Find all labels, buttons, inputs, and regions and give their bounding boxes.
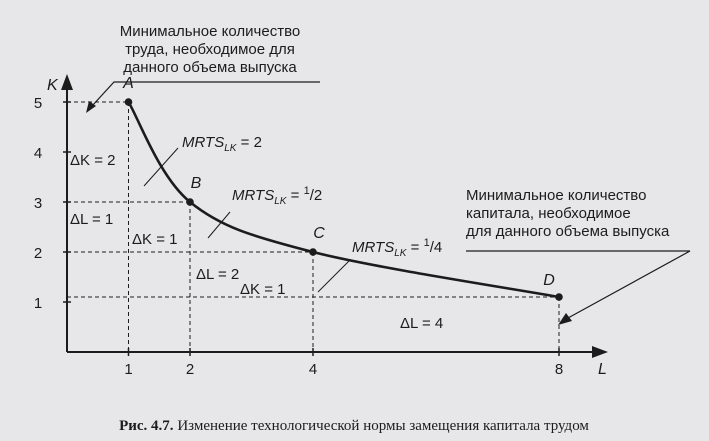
y-tick-label: 2 xyxy=(33,245,43,262)
mrts-fraction-slash: / xyxy=(309,187,314,204)
capital-note-line-2: капитала, необходимое xyxy=(466,205,631,222)
y-tick-label: 1 xyxy=(33,295,43,312)
mrts-equals: = xyxy=(286,187,304,204)
point-label-D: D xyxy=(543,272,555,289)
y-ticks xyxy=(34,95,71,312)
mrts-leader-3 xyxy=(318,260,350,292)
mrts-symbol: MRTS xyxy=(182,134,225,151)
mrts-denominator: 4 xyxy=(433,239,443,256)
delta-label: ΔL = 4 xyxy=(400,315,444,332)
y-tick-label: 4 xyxy=(33,145,43,162)
y-axis-arrow xyxy=(61,74,73,90)
labor-annotation xyxy=(86,23,320,113)
mrts-labels xyxy=(182,134,442,259)
point-A xyxy=(125,98,133,106)
capital-pointer-line xyxy=(466,251,690,318)
mrts-fraction-slash: / xyxy=(429,239,434,256)
delta-label: ΔK = 1 xyxy=(240,281,286,298)
capital-annotation xyxy=(466,187,690,325)
delta-label: ΔK = 2 xyxy=(70,152,116,169)
labor-note-line-1: Минимальное количество xyxy=(119,23,301,40)
figure-caption xyxy=(119,418,589,434)
y-axis-label: K xyxy=(47,77,58,94)
mrts-numerator: 1 xyxy=(303,185,310,197)
labor-note-line-3: данного объема выпуска xyxy=(123,59,297,76)
mrts-subscript: LK xyxy=(394,248,407,259)
mrts-numerator: 1 xyxy=(423,237,430,249)
x-tick-label: 1 xyxy=(124,361,133,378)
x-tick-label: 4 xyxy=(308,361,318,378)
mrts-equals: = xyxy=(406,239,424,256)
x-axis-arrow xyxy=(592,346,608,358)
capital-pointer-arrow xyxy=(558,313,572,325)
capital-note-line-3: для данного объема выпуска xyxy=(466,223,670,240)
delta-label: ΔL = 2 xyxy=(196,266,240,283)
mrts-label xyxy=(352,237,442,259)
point-D xyxy=(555,293,563,301)
x-tick-label: 2 xyxy=(185,361,195,378)
point-label-B: B xyxy=(190,175,202,192)
y-tick-label: 5 xyxy=(33,95,43,112)
caption-number: Рис. 4.7. xyxy=(119,418,174,434)
mrts-symbol: MRTS xyxy=(232,187,275,204)
point-B xyxy=(186,198,194,206)
mrts-denominator: 2 xyxy=(313,187,323,204)
mrts-label xyxy=(232,185,322,207)
x-tick-label: 8 xyxy=(554,361,564,378)
x-axis-label: L xyxy=(598,361,607,378)
caption-text: Изменение технологической нормы замещения капитала трудом xyxy=(173,418,589,434)
y-tick-label: 3 xyxy=(33,195,43,212)
capital-note-line-1: Минимальное количество xyxy=(466,187,647,204)
mrts-symbol: MRTS xyxy=(352,239,395,256)
delta-label: ΔK = 1 xyxy=(132,231,178,248)
mrts-leader-1 xyxy=(144,148,178,186)
mrts-subscript: LK xyxy=(224,143,237,154)
mrts-subscript: LK xyxy=(274,196,287,207)
mrts-label xyxy=(182,134,262,154)
point-C xyxy=(309,248,317,256)
point-label-C: C xyxy=(313,225,325,242)
mrts-equals: = 2 xyxy=(236,134,262,151)
delta-label: ΔL = 1 xyxy=(70,211,114,228)
point-label-A: A xyxy=(123,75,134,92)
labor-note-line-2: труда, необходимое для xyxy=(125,41,295,58)
